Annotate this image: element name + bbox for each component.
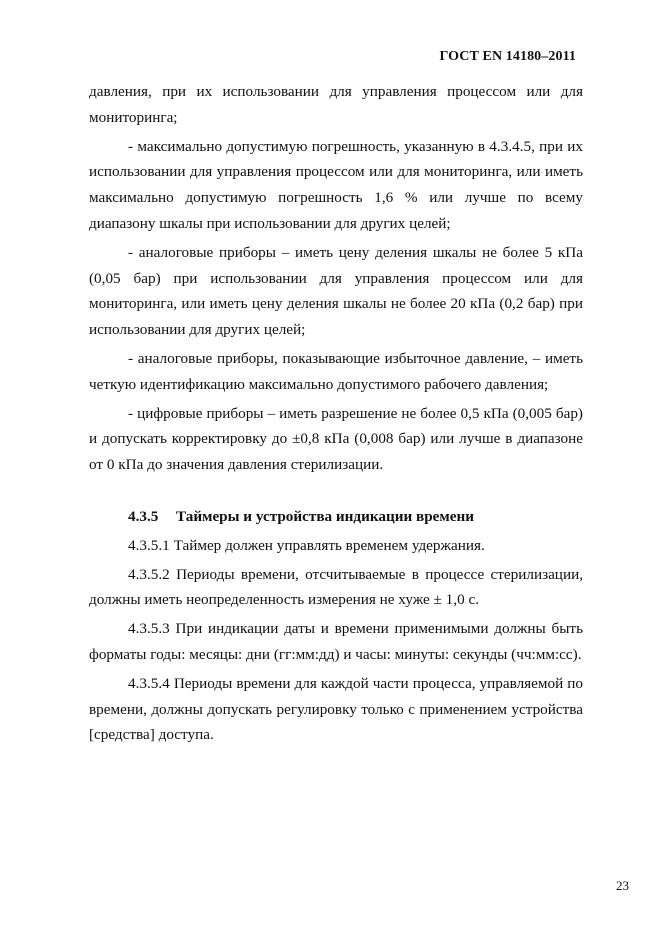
paragraph-analog-scale: - аналоговые приборы – иметь цену деления шкалы не более 5 кПа (0,05 бар) при использовании для управления процессом или для мониторинга, или иметь цену деления шкалы не более 20 кПа (0,2 бар) при использовании для других целей; (89, 243, 583, 339)
clause-4-3-5-3: 4.3.5.3 При индикации даты и времени применимыми должны быть форматы годы: месяцы: дни (гг:мм:дд) и часы: минуты: секунды (чч:мм:сс). (89, 620, 583, 663)
clause-4-3-5-1: 4.3.5.1 Таймер должен управлять временем удержания. (128, 536, 485, 554)
section-number: 4.3.5 (128, 507, 159, 525)
clause-4-3-5-4: 4.3.5.4 Периоды времени для каждой части процесса, управляемой по времени, должны допускать регулировку только с применением устройства [средства] доступа. (89, 674, 583, 744)
paragraph-analog-overpressure: - аналоговые приборы, показывающие избыточное давление, – иметь четкую идентификацию максимально допустимого рабочего давления; (89, 349, 583, 393)
section-heading (89, 504, 583, 530)
page-body (89, 79, 583, 748)
paragraph-digital: - цифровые приборы – иметь разрешение не более 0,5 кПа (0,005 бар) и допускать корректировку до ±0,8 кПа (0,008 бар) или лучше в диапазоне от 0 кПа до значения давления стерилизации. (89, 404, 583, 474)
section-title: Таймеры и устройства индикации времени (176, 507, 475, 525)
paragraph-continuation: давления, при их использовании для управления процессом или для мониторинга; (89, 83, 583, 126)
page-number: 23 (616, 878, 629, 893)
clause-4-3-5-2: 4.3.5.2 Периоды времени, отсчитываемые в процессе стерилизации, должны иметь неопределенность измерения не хуже ± 1,0 с. (89, 565, 583, 609)
document-header: ГОСТ EN 14180–2011 (439, 49, 576, 64)
paragraph-accuracy: - максимально допустимую погрешность, указанную в 4.3.4.5, при их использовании для управления процессом или для мониторинга, или иметь максимально допустимую погрешность 1,6 % или лучше по всему диапазону шкалы при использовании для других целей; (89, 137, 583, 232)
